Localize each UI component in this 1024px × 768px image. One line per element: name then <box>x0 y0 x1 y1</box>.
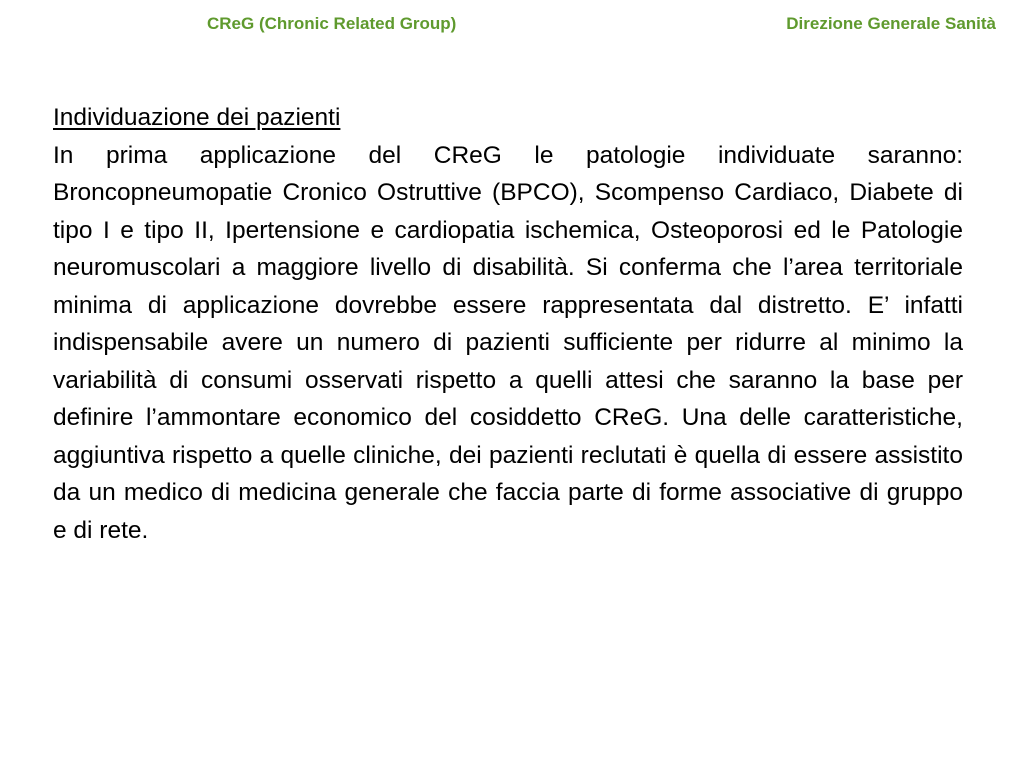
header-left-title: CReG (Chronic Related Group) <box>207 14 457 33</box>
header-right-title: Direzione Generale Sanità <box>786 14 996 33</box>
body-paragraph: In prima applicazione del CReG le patologie individuate saranno: Broncopneumopatie Cronico Ostruttive (BPCO), Scompenso Cardiaco, Diabete di tipo I e tipo II, Ipertensione e cardiopatia ischemica, Osteoporosi ed le Patologie neuromuscolari a maggiore livello di disabilità. Si conferma che l’area territoriale minima di applicazione dovrebbe essere rappresentata dal distretto. E’ infatti indispensabile avere un numero di pazienti sufficiente per ridurre al minimo la variabilità di consumi osservati rispetto a quelli attesi che saranno la base per definire l’ammontare economico del cosiddetto CReG. Una delle caratteristiche, aggiuntiva rispetto a quelle cliniche, dei pazienti reclutati è quella di essere assistito da un medico di medicina generale che faccia parte di forme associative di gruppo e di rete. <box>53 141 963 544</box>
section-title: Individuazione dei pazienti <box>53 104 341 131</box>
slide-content <box>53 99 963 549</box>
